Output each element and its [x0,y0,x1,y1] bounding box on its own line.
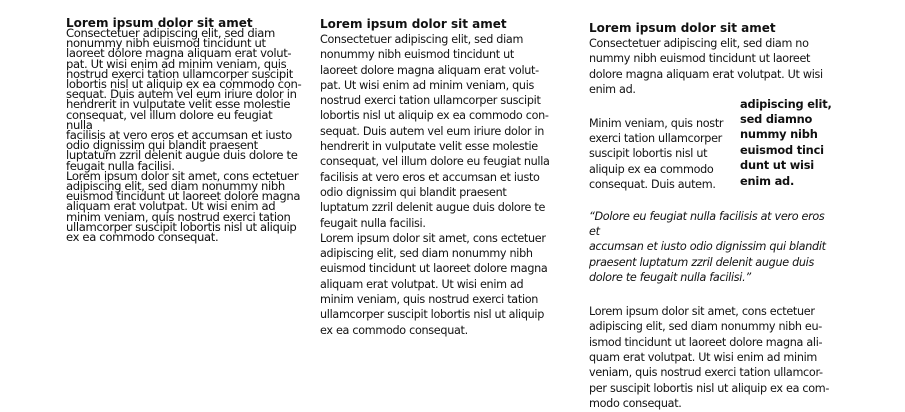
outro-paragraph: Lorem ipsum dolor sit amet, cons ectetuer adipiscing elit, sed diam nonummy nibh eu- ismod tincidunt ut laoreet dolore magna ali- quam erat volutpat. Ut wisi enim ad minim veniam, quis nostrud exerci tation ullamcor- per suscipit lobortis nisl ut aliquip ex ea com- modo consequat. [589,304,830,411]
column-body: Consectetuer adipiscing elit, sed diam nonummy nibh euismod tincidunt ut laoreet dolore magna aliquam erat volut- pat. Ut wisi enim ad minim veniam, quis nostrud exerci tation ullamcorper suscipit lobortis nisl ut aliquip ex ea commodo con- sequat. Duis autem vel eum iriure dolor in hendrerit in vulputate velit esse molestie consequat, vel illum dolore eu feugiat nulla facilisis at vero eros et accumsan et iusto odio dignissim qui blandit praesent luptatum zzril delenit augue duis dolore te feugait nulla facilisi. Lorem ipsum dolor sit amet, cons ectetuer adipiscing elit, sed diam nonummy nibh euismod tincidunt ut laoreet dolore magna aliquam erat volutpat. Ut wisi enim ad minim veniam, quis nostrud exerci tation ullamcorper suscipit lobortis nisl ut aliquip ex ea commodo consequat. [66,26,302,245]
body-paragraph: Minim veniam, quis nostr exerci tation ullamcorper suscipit lobortis nisl ut aliquip ex ea commodo consequat. Duis autem. [589,116,724,192]
column-tight-leading [66,16,302,245]
column-structured [589,21,835,412]
italic-quote: “Dolore eu feugiat nulla facilisis at vero eros et accumsan et iusto odio dignissim qui blandit praesent luptatum zzril delenit augue duis dolore te feugait nulla facilisi.” [589,209,826,285]
pull-quote: adipiscing elit, sed diamno nummy nibh euismod tinci dunt ut wisi enim ad. [740,96,832,188]
body-with-pull-quote [589,96,835,193]
column-title: Lorem ipsum dolor sit amet [66,16,253,30]
column-title: Lorem ipsum dolor sit amet [320,17,507,31]
column-normal-leading [320,17,552,338]
column-title: Lorem ipsum dolor sit amet [589,21,776,35]
intro-paragraph: Consectetuer adipiscing elit, sed diam no nummy nibh euismod tincidunt ut laoreet dolore magna aliquam erat volutpat. Ut wisi enim ad. [589,37,823,97]
column-body: Consectetuer adipiscing elit, sed diam nonummy nibh euismod tincidunt ut laoreet dolore magna aliquam erat volut- pat. Ut wisi enim ad minim veniam, quis nostrud exerci tation ullamcorper suscipit lobortis nisl ut aliquip ex ea commodo con- sequat. Duis autem vel eum iriure dolor in hendrerit in vulputate velit esse molestie consequat, vel illum dolore eu feugiat nulla facilisis at vero eros et accumsan et iusto odio dignissim qui blandit praesent luptatum zzril delenit augue duis dolore te feugait nulla facilisi. Lorem ipsum dolor sit amet, cons ectetuer adipiscing elit, sed diam nonummy nibh euismod tincidunt ut laoreet dolore magna aliquam erat volutpat. Ut wisi enim ad minim veniam, quis nostrud exerci tation ullamcorper suscipit lobortis nisl ut aliquip ex ea commodo consequat. [320,33,550,337]
